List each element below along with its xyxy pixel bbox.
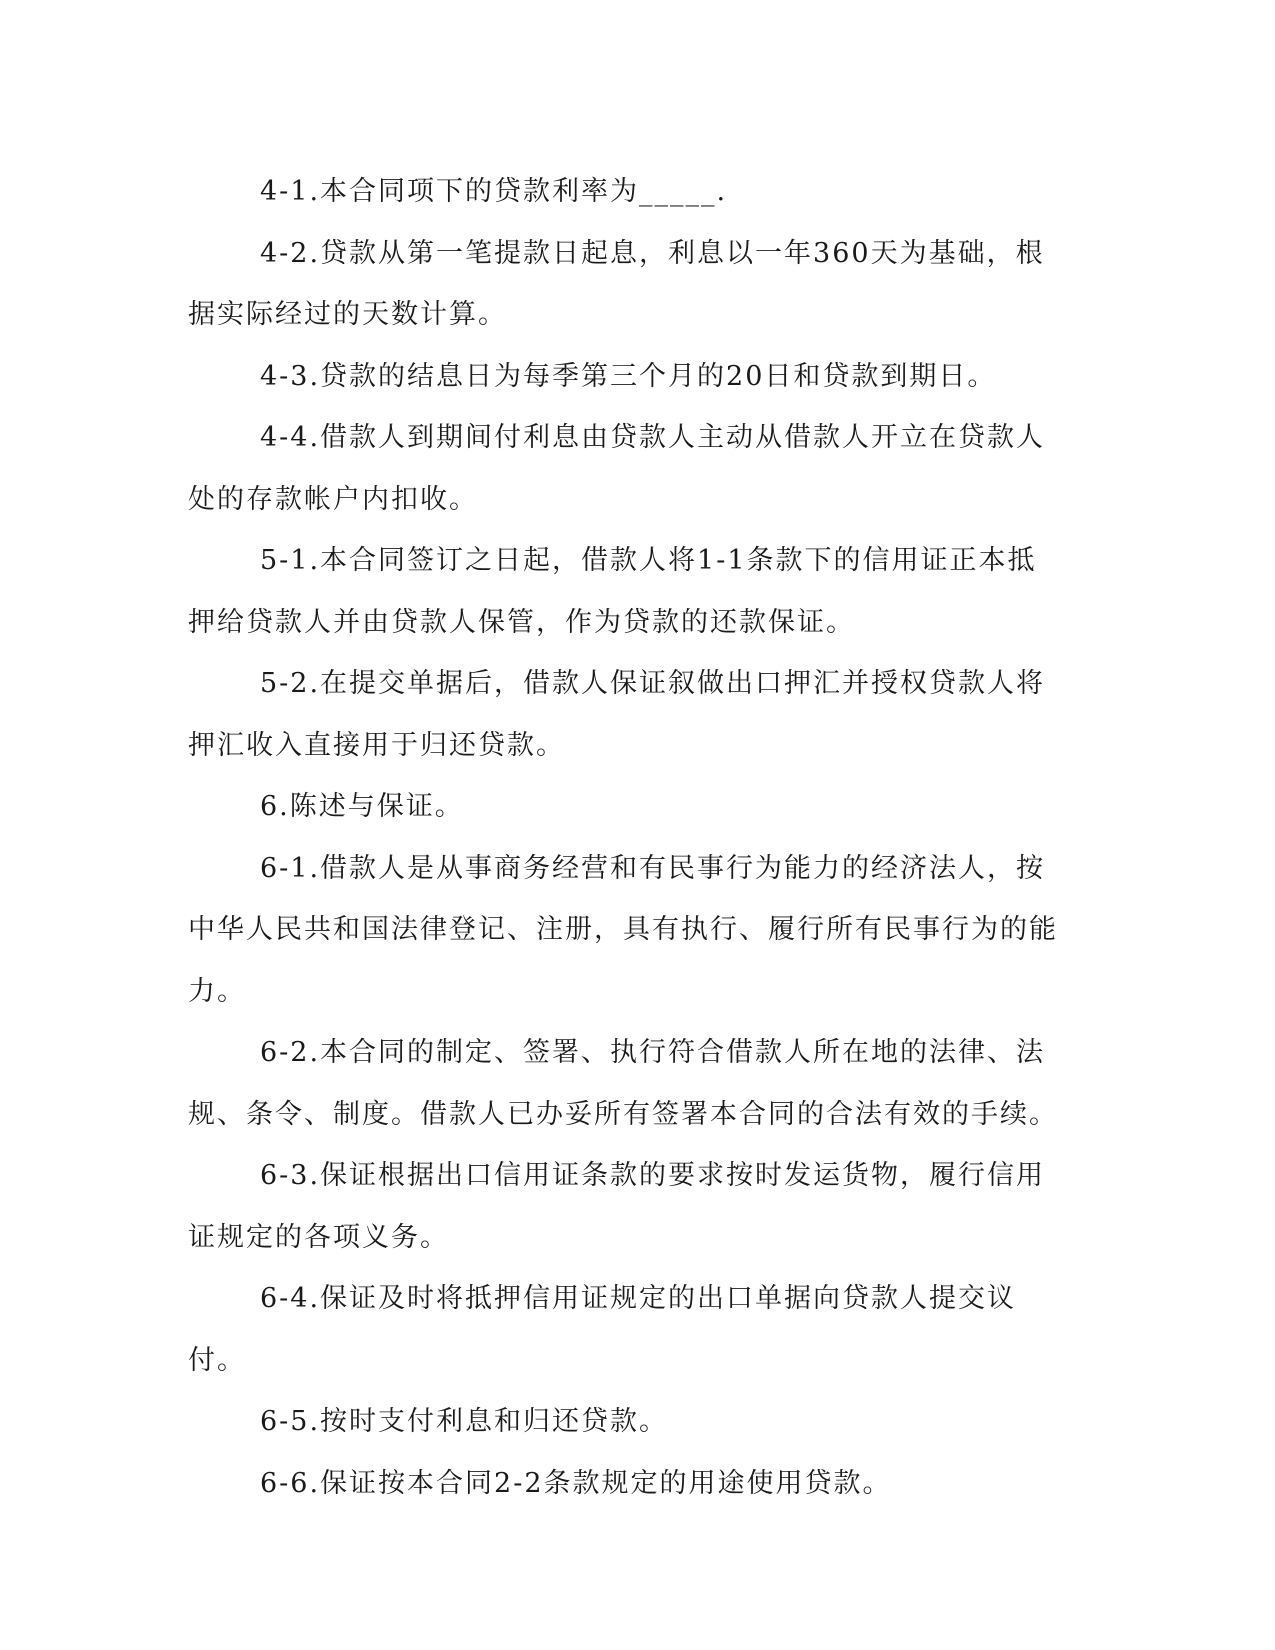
clause-4-1: 4-1.本合同项下的贷款利率为_____. [260, 176, 728, 207]
section-6-heading: 6.陈述与保证。 [260, 791, 464, 822]
document-body [188, 161, 1060, 1514]
clause-6-3: 6-3.保证根据出口信用证条款的要求按时发运货物，履行信用证规定的各项义务。 [188, 1160, 1046, 1253]
clause-5-1: 5-1.本合同签订之日起，借款人将1-1条款下的信用证正本抵押给贷款人并由贷款人保管，作为贷款的还款保证。 [188, 545, 1037, 638]
clause-4-4: 4-4.借款人到期间付利息由贷款人主动从借款人开立在贷款人处的存款帐户内扣收。 [188, 422, 1046, 515]
clause-6-2: 6-2.本合同的制定、签署、执行符合借款人所在地的法律、法规、条令、制度。借款人已办妥所有签署本合同的合法有效的手续。 [188, 1037, 1058, 1130]
clause-6-6: 6-6.保证按本合同2-2条款规定的用途使用贷款。 [260, 1467, 892, 1499]
clause-6-4: 6-4.保证及时将抵押信用证规定的出口单据向贷款人提交议付。 [188, 1283, 1017, 1376]
clause-4-2: 4-2.贷款从第一笔提款日起息，利息以一年360天为基础，根据实际经过的天数计算。 [188, 237, 1045, 330]
clause-6-1: 6-1.借款人是从事商务经营和有民事行为能力的经济法人，按中华人民共和国法律登记、注册，具有执行、履行所有民事行为的能力。 [188, 852, 1058, 1007]
clause-6-5: 6-5.按时支付利息和归还贷款。 [260, 1406, 669, 1437]
clause-5-2: 5-2.在提交单据后，借款人保证叙做出口押汇并授权贷款人将押汇收入直接用于归还贷款。 [188, 668, 1046, 761]
clause-4-3: 4-3.贷款的结息日为每季第三个月的20日和贷款到期日。 [260, 360, 997, 392]
